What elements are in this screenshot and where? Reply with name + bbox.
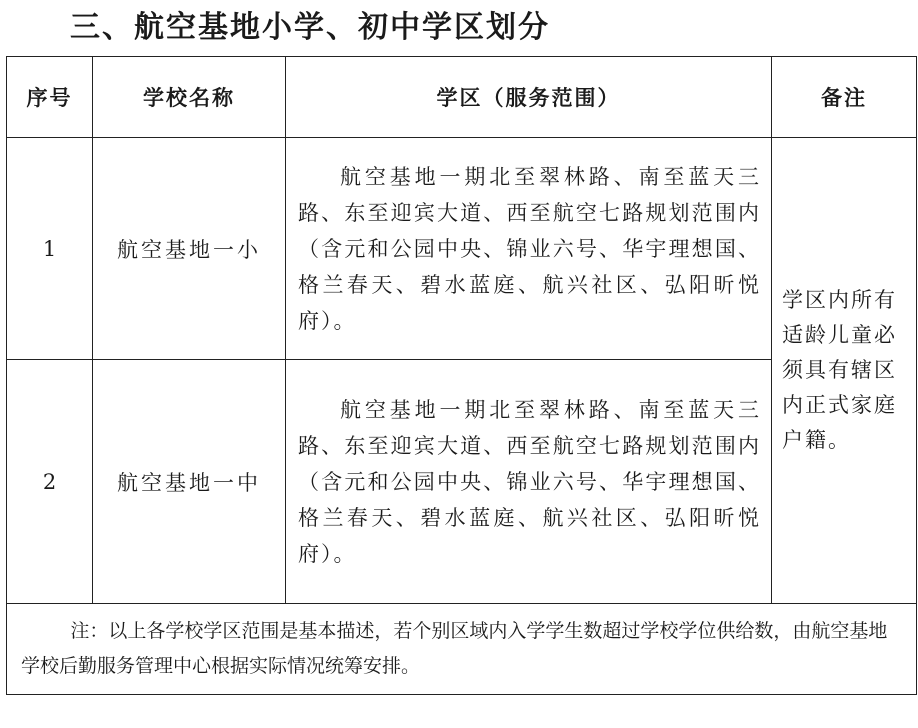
district-range — [286, 360, 772, 604]
note-text: 注：以上各学校学区范围是基本描述，若个别区域内入学学生数超过学校学位供给数，由航空基地学校后勤服务管理中心根据实际情况统筹安排。 — [21, 620, 888, 677]
header-no: 序号 — [7, 57, 93, 138]
district-range — [286, 138, 772, 360]
school-name: 航空基地一小 — [93, 138, 286, 360]
note-cell — [7, 604, 917, 695]
page-title: 三、航空基地小学、初中学区划分 — [70, 10, 550, 45]
district-range-text: 航空基地一期北至翠林路、南至蓝天三路、东至迎宾大道、西至航空七路规划范围内（含元和公园中央、锦业六号、华宇理想国、格兰春天、碧水蓝庭、航兴社区、弘阳昕悦府）。 — [298, 397, 761, 566]
note-row — [7, 604, 917, 695]
district-range-text: 航空基地一期北至翠林路、南至蓝天三路、东至迎宾大道、西至航空七路规划范围内（含元和公园中央、锦业六号、华宇理想国、格兰春天、碧水蓝庭、航兴社区、弘阳昕悦府）。 — [298, 164, 761, 333]
header-district: 学区（服务范围） — [286, 57, 772, 138]
table-header-row — [7, 57, 917, 138]
row-number: 2 — [7, 360, 93, 604]
row-number: 1 — [7, 138, 93, 360]
school-name: 航空基地一中 — [93, 360, 286, 604]
remark-cell: 学区内所有适龄儿童必须具有辖区内正式家庭户籍。 — [772, 138, 917, 604]
table-row — [7, 138, 917, 360]
header-school-name: 学校名称 — [93, 57, 286, 138]
header-remark: 备注 — [772, 57, 917, 138]
school-district-table — [6, 56, 917, 695]
